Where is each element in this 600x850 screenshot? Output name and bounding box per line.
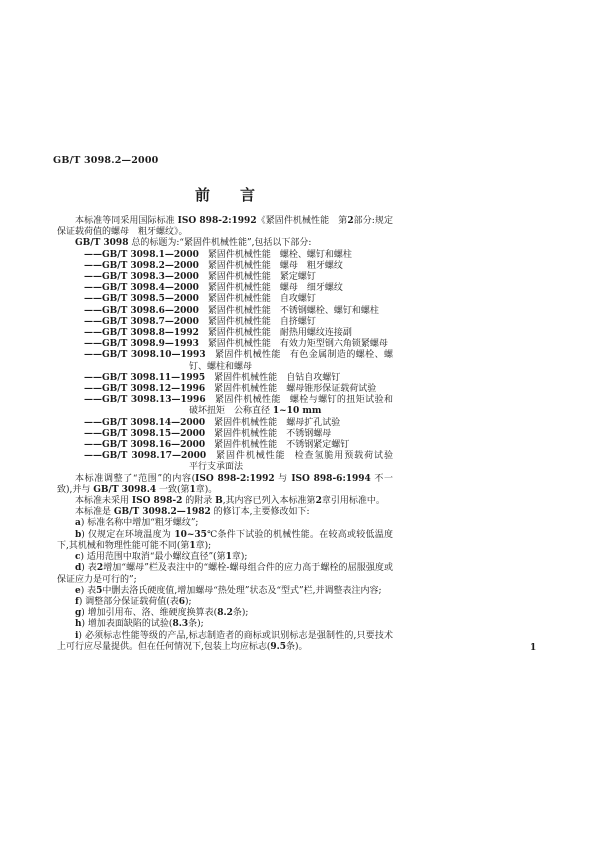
- standards-list-item: [57, 328, 393, 339]
- standards-list-item: [57, 306, 393, 317]
- standard-series-name: 紧固件机械性能: [207, 305, 271, 316]
- scope-note-paragraph: 本标准调整了“范围”的内容(ISO 898-2:1992 与 ISO 898-6:1994 不一致),并与 GB/T 3098.4 一致(第1章)。: [57, 473, 393, 495]
- revisions-list: [57, 518, 393, 652]
- standards-list: [57, 249, 402, 474]
- annex-note-paragraph: 本标准未采用 ISO 898-2 的附录 B,其内容已列入本标准第2章引用标准中。: [75, 496, 385, 507]
- revision-item: f) 调整部分保证载荷值(表6);: [75, 596, 192, 607]
- standard-code: ——GB/T 3098.16—2000: [84, 440, 206, 451]
- series-title-paragraph: GB/T 3098 总的标题为:“紧固件机械性能”,包括以下部分:: [75, 238, 312, 249]
- standard-code: ——GB/T 3098.7—2000: [84, 316, 199, 327]
- standards-list-item: [57, 350, 393, 372]
- standards-list-item: [57, 317, 393, 328]
- standards-list-item: [57, 418, 393, 429]
- standard-number-header: GB/T 3098.2—2000: [53, 155, 159, 166]
- standard-code: ——GB/T 3098.1—2000: [84, 249, 199, 260]
- standards-list-item: [57, 272, 393, 283]
- revision-item: e) 表5中删去洛氏硬度值,增加螺母“热处理”状态及“型式”栏,并调整表注内容;: [75, 585, 382, 596]
- page-number: 1: [530, 643, 537, 653]
- standard-code: ——GB/T 3098.12—1996: [84, 384, 206, 395]
- standard-code: ——GB/T 3098.15—2000: [84, 428, 206, 439]
- standard-series-name: 紧固件机械性能: [214, 440, 278, 451]
- standard-series-name: 紧固件机械性能: [214, 417, 278, 428]
- document-body: [57, 216, 402, 653]
- standard-part-title: 不锈钢螺栓、螺钉和螺柱: [279, 305, 379, 316]
- standard-part-title: 螺母 细牙螺纹: [279, 283, 343, 294]
- standard-series-name: 紧固件机械性能: [207, 328, 271, 339]
- standards-list-item: [57, 451, 402, 473]
- standard-part-title: 耐热用螺纹连接副: [279, 328, 352, 339]
- standard-part-title: 螺母锥形保证载荷试验: [286, 384, 377, 395]
- standards-list-item: [57, 250, 393, 261]
- revision-item: g) 增加引用布、洛、维硬度换算表(8.2条);: [75, 608, 249, 619]
- standard-part-title: 紧定螺钉: [279, 272, 316, 283]
- standard-part-title: 不锈钢紧定螺钉: [286, 440, 350, 451]
- standard-code: ——GB/T 3098.17—2000: [84, 451, 207, 462]
- standard-part-title: 螺栓、螺钉和螺柱: [279, 249, 352, 260]
- standard-code: ——GB/T 3098.2—2000: [84, 260, 199, 271]
- revision-item: b) 仅规定在环境温度为 10~35℃条件下试验的机械性能。在较高或较低温度下,其机械和物理性能可能不同(第1章);: [57, 529, 394, 551]
- standard-series-name: 紧固件机械性能: [207, 283, 271, 294]
- standard-code: ——GB/T 3098.3—2000: [84, 272, 199, 283]
- page-title: 前 言: [194, 186, 255, 204]
- standards-list-item: [57, 294, 393, 305]
- standard-part-title: 检查氢脆用预载荷试验 平行支承面法: [189, 451, 402, 473]
- standard-series-name: 紧固件机械性能: [207, 272, 271, 283]
- standard-series-name: 紧固件机械性能: [207, 249, 271, 260]
- standard-part-title: 螺母 粗牙螺纹: [279, 260, 343, 271]
- standard-series-name: 紧固件机械性能: [214, 372, 278, 383]
- standard-series-name: 紧固件机械性能: [207, 339, 271, 350]
- standard-part-title: 有效力矩型钢六角锁紧螺母: [279, 339, 388, 350]
- standards-list-item: [57, 429, 393, 440]
- standard-part-title: 自挤螺钉: [279, 316, 316, 327]
- standard-series-name: 紧固件机械性能: [207, 294, 271, 305]
- standard-part-title: 螺母扩孔试验: [286, 417, 341, 428]
- standard-code: ——GB/T 3098.4—2000: [84, 283, 199, 294]
- intro-paragraph: 本标准等同采用国际标准 ISO 898-2:1992《紧固件机械性能 第2部分:规定保证载荷值的螺母 粗牙螺纹》。: [57, 216, 393, 238]
- standard-code: ——GB/T 3098.10—1993: [84, 350, 206, 361]
- revision-item: c) 适用范围中取消“最小螺纹直径”(第1章);: [75, 552, 248, 563]
- standard-code: ——GB/T 3098.14—2000: [84, 417, 206, 428]
- standards-list-item: [57, 373, 393, 384]
- standard-part-title: 自攻螺钉: [279, 294, 316, 305]
- standards-list-item: [57, 440, 393, 451]
- standard-code: ——GB/T 3098.6—2000: [84, 305, 199, 316]
- standard-part-title: 螺栓与螺钉的扭矩试验和破坏扭矩 公称直径 1~10 mm: [189, 395, 393, 417]
- standard-series-name: 紧固件机械性能: [214, 350, 281, 361]
- standard-series-name: 紧固件机械性能: [214, 395, 281, 406]
- revision-intro-paragraph: 本标准是 GB/T 3098.2—1982 的修订本,主要修改如下:: [75, 507, 310, 518]
- standard-series-name: 紧固件机械性能: [215, 451, 286, 462]
- revision-item: d) 表2增加“螺母”栏及表注中的“螺栓-螺母组合件的应力高于螺栓的屈服强度或保证应力是可行的”;: [57, 563, 393, 585]
- standard-code: ——GB/T 3098.11—1995: [84, 372, 206, 383]
- standard-code: ——GB/T 3098.9—1993: [84, 339, 199, 350]
- standard-series-name: 紧固件机械性能: [214, 428, 278, 439]
- standard-series-name: 紧固件机械性能: [207, 316, 271, 327]
- standards-list-item: [57, 384, 393, 395]
- standard-code: ——GB/T 3098.8—1992: [84, 328, 199, 339]
- revision-item: h) 增加表面缺陷的试验(8.3条);: [75, 619, 204, 630]
- standard-code: ——GB/T 3098.5—2000: [84, 294, 199, 305]
- standard-code: ——GB/T 3098.13—1996: [84, 395, 206, 406]
- revision-item: a) 标准名称中增加“粗牙螺纹”;: [75, 518, 199, 529]
- standard-series-name: 紧固件机械性能: [207, 260, 271, 271]
- standard-part-title: 不锈钢螺母: [286, 428, 332, 439]
- standards-list-item: [57, 261, 393, 272]
- standard-part-title: 自钻自攻螺钉: [286, 372, 341, 383]
- standards-list-item: [57, 395, 393, 417]
- standards-list-item: [57, 283, 393, 294]
- standard-part-title: 有色金属制造的螺栓、螺钉、螺柱和螺母: [189, 350, 393, 372]
- revision-item: i) 必须标志性能等级的产品,标志制造者的商标或识别标志是强制性的,只要技术上可行应尽量提供。但在任何情况下,包装上均应标志(9.5条)。: [57, 630, 393, 652]
- standard-series-name: 紧固件机械性能: [214, 384, 278, 395]
- standards-list-item: [57, 339, 393, 350]
